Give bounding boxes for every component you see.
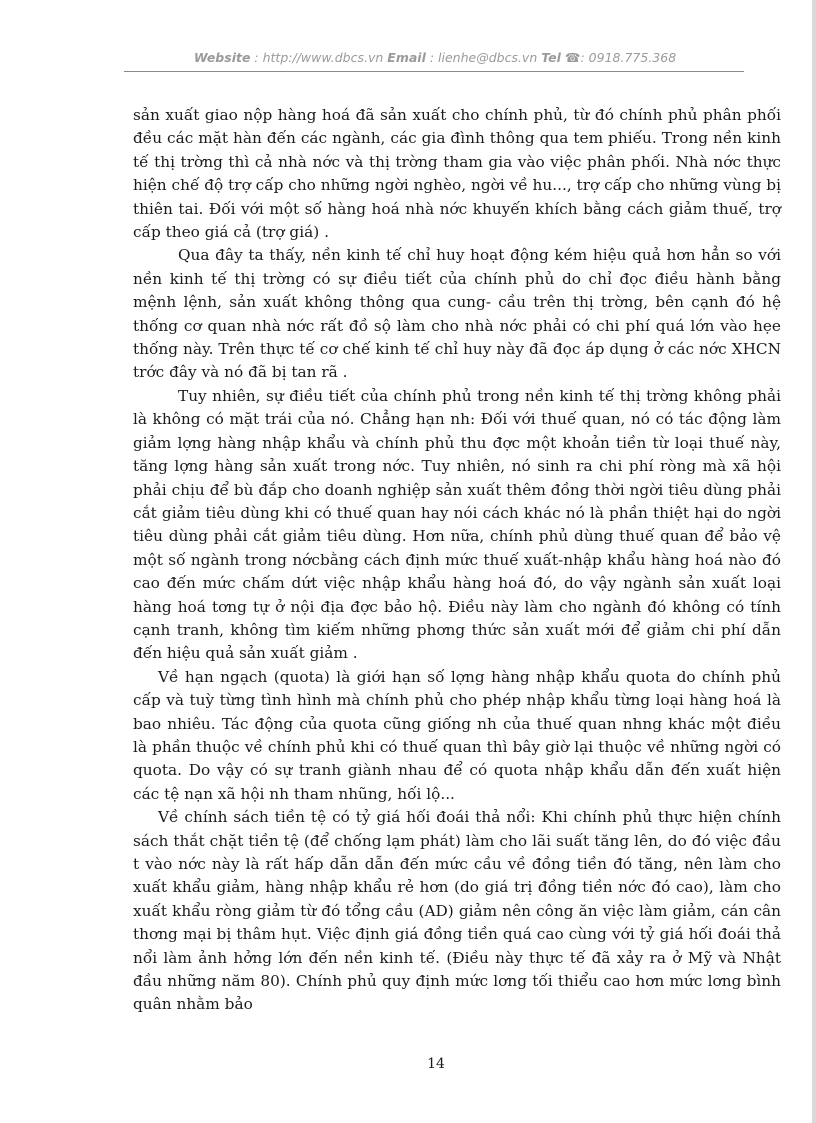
tel-label: Tel bbox=[541, 50, 561, 65]
phone-icon: ☎ bbox=[564, 50, 581, 65]
paragraph-4: Về hạn ngạch (quota) là giới hạn số lợng hàng nhập khẩu quota do chính phủ cấp và tuỳ từng tình hình mà chính phủ cho phép nhập khẩu từng loại hàng hoá là bao nhiêu. Tác động của quota cũng giống nh của thuế quan nhng khác một điều là phần thuộc về chính phủ khi có thuế quan thì bây giờ lại thuộc về những ngời có quota. Do vậy có sự tranh giành nhau để có quota nhập khẩu dẫn đến xuất hiện các tệ nạn xã hội nh tham nhũng, hối lộ... bbox=[133, 667, 781, 803]
paragraph-2: Qua đây ta thấy, nền kinh tế chỉ huy hoạt động kém hiệu quả hơn hẳn so với nền kinh tế thị trờng có sự điều tiết của chính phủ do chỉ đọc điều hành bằng mệnh lệnh, sản xuất không thông qua cung- cầu trên thị trờng, bên cạnh đó hệ thống cơ quan nhà nớc rất đồ sộ làm cho nhà nớc phải có chi phí quá lớn vào hẹe thống này. Trên thực tế cơ chế kinh tế chỉ huy này đã đọc áp dụng ở các nớc XHCN trớc đây và nó đã bị tan rã . bbox=[133, 246, 781, 382]
website-label: Website bbox=[193, 50, 251, 65]
page-number: 14 bbox=[427, 1056, 445, 1072]
email-label: Email bbox=[387, 50, 426, 65]
header-divider bbox=[124, 71, 744, 72]
page-edge bbox=[812, 0, 816, 1123]
document-body bbox=[133, 104, 781, 1017]
email-address: : lienhe@dbcs.vn bbox=[429, 50, 538, 65]
website-url: : http://www.dbcs.vn bbox=[254, 50, 384, 65]
paragraph-1: sản xuất giao nộp hàng hoá đã sản xuất cho chính phủ, từ đó chính phủ phân phối đều các mặt hàn đến các ngành, các gia đình thông qua tem phiếu. Trong nền kinh tế thị trờng thì cả nhà nớc và thị trờng tham gia vào việc phân phối. Nhà nớc thực hiện chế độ trợ cấp cho những ngời nghèo, ngời về hu..., trợ cấp cho những vùng bị thiên tai. Đối với một số hàng hoá nhà nớc khuyến khích bằng cách giảm thuế, trợ cấp theo giá cả (trợ giá) . bbox=[133, 106, 781, 242]
paragraph-3: Tuy nhiên, sự điều tiết của chính phủ trong nền kinh tế thị trờng không phải là không có mặt trái của nó. Chẳng hạn nh: Đối với thuế quan, nó có tác động làm giảm lợng hàng nhập khẩu và chính phủ thu đợc một khoản tiền từ loại thuế này, tăng lợng hàng sản xuất trong nớc. Tuy nhiên, nó sinh ra chi phí ròng mà xã hội phải chịu để bù đắp cho doanh nghiệp sản xuất thêm đồng thời ngời tiêu dùng phải cắt giảm tiêu dùng khi có thuế quan hay nói cách khác nó là phần thiệt hại do ngời tiêu dùng phải cắt giảm tiêu dùng. Hơn nữa, chính phủ dùng thuế quan để bảo vệ một số ngành trong nớcbằng cách định mức thuế xuất-nhập khẩu hàng hoá nào đó cao đến mức chấm dứt việc nhập khẩu hàng hoá đó, do vậy ngành sản xuất loại hàng hoá tơng tự ở nội địa đợc bảo hộ. Điều này làm cho ngành đó không có tính cạnh tranh, không tìm kiếm những phơng thức sản xuất mới để giảm chi phí dẫn đến hiệu quả sản xuất giảm . bbox=[133, 386, 781, 663]
tel-number: : 0918.775.368 bbox=[580, 50, 677, 65]
page-header bbox=[120, 50, 750, 65]
paragraph-5: Về chính sách tiền tệ có tỷ giá hối đoái thả nổi: Khi chính phủ thực hiện chính sách thắt chặt tiền tệ (để chống lạm phát) làm cho lãi suất tăng lên, do đó việc đầu t vào nớc này là rất hấp dẫn dẫn đến mức cầu về đồng tiền đó tăng, nên làm cho xuất khẩu giảm, hàng nhập khẩu rẻ hơn (do giá trị đồng tiền nớc đó cao), làm cho xuất khẩu ròng giảm từ đó tổng cầu (AD) giảm nên công ăn việc làm giảm, cán cân thơng mại bị thâm hụt. Việc định giá đồng tiền quá cao cùng với tỷ giá hối đoái thả nổi làm ảnh hởng lớn đến nền kinh tế. (Điều này thực tế đã xảy ra ở Mỹ và Nhật đầu những năm 80). Chính phủ quy định mức lơng tối thiểu cao hơn mức lơng bình quân nhằm bảo bbox=[133, 808, 781, 1014]
